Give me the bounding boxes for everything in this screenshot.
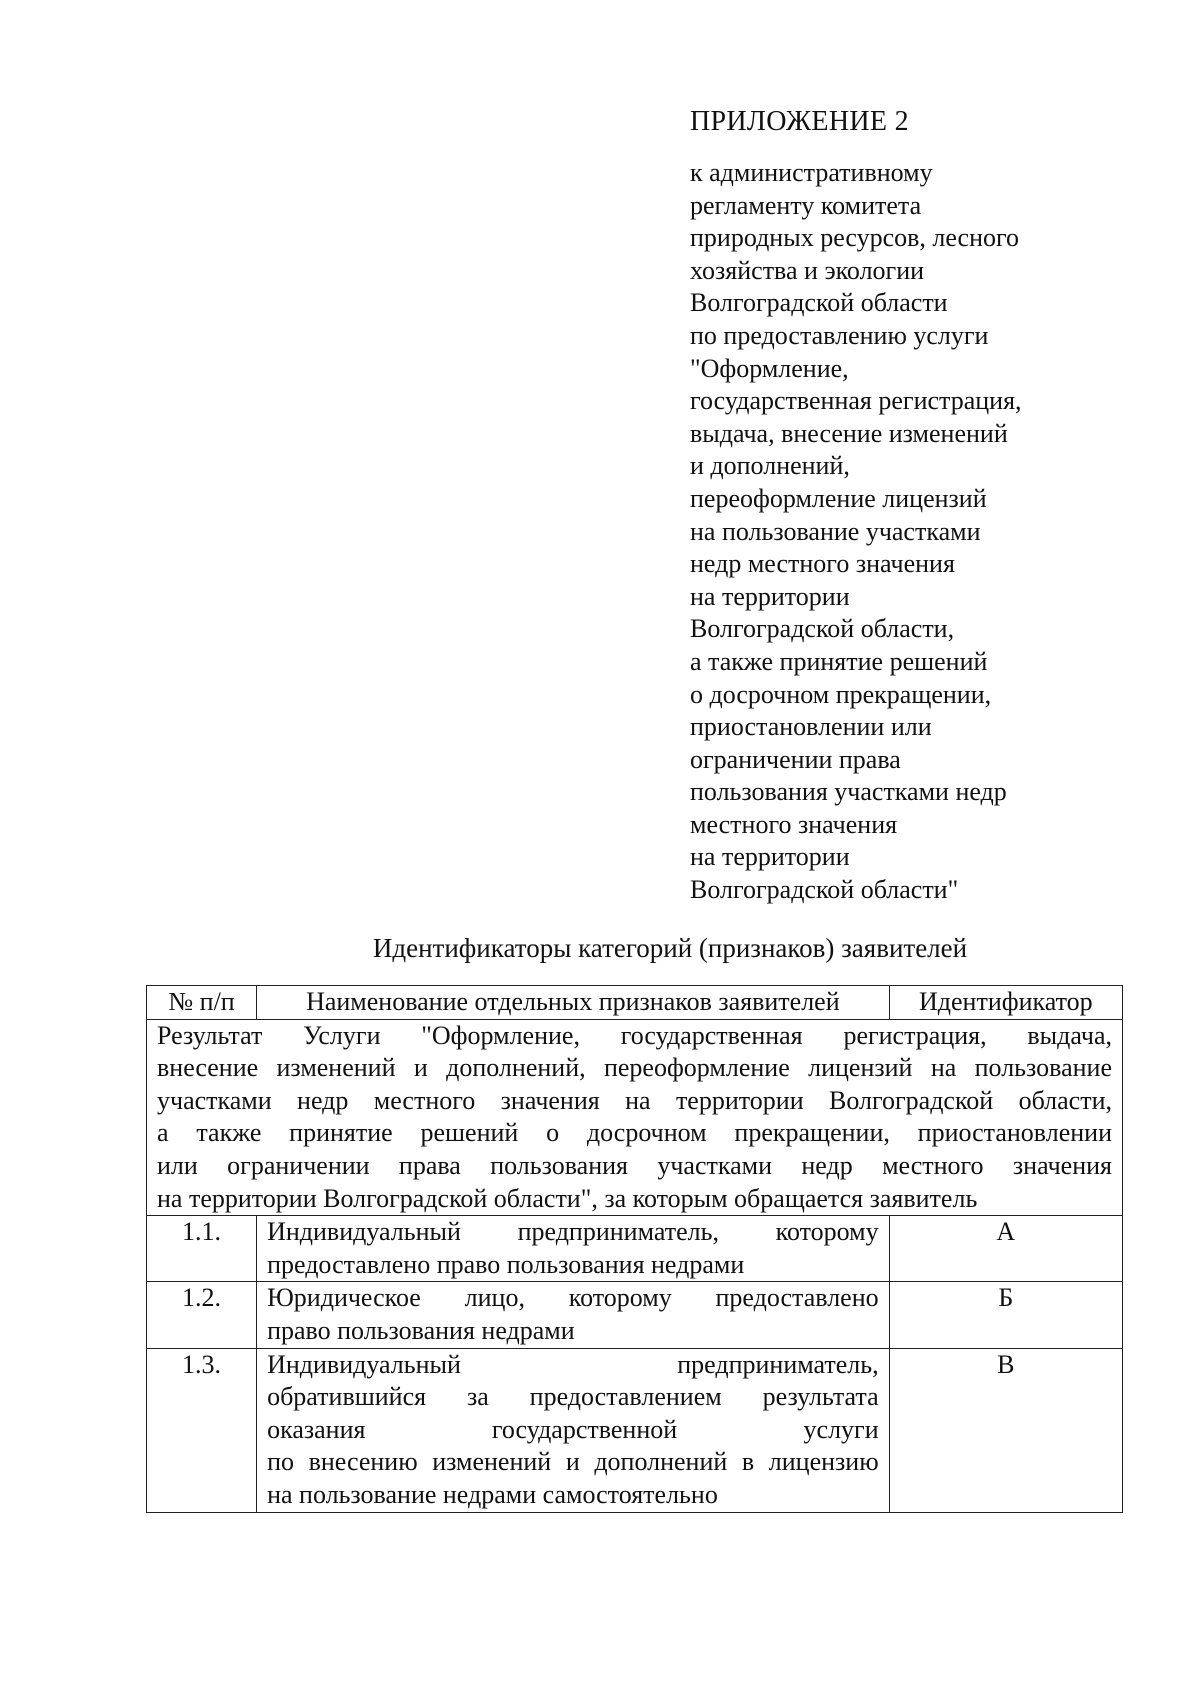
merged-line: участками недр местного значения на территории Волгоградской области, — [157, 1085, 1112, 1115]
service-result-cell — [147, 1019, 1123, 1216]
merged-line: Результат Услуги "Оформление, государственная регистрация, выдача, — [157, 1020, 1112, 1050]
merged-line: а также принятие решений о досрочном прекращении, приостановлении — [157, 1118, 1112, 1148]
table-row — [147, 1216, 1123, 1282]
appendix-line: на территории — [690, 581, 850, 611]
header-identifier: Идентификатор — [889, 986, 1122, 1020]
merged-row — [147, 1019, 1123, 1216]
appendix-line: пользования участками недр — [690, 777, 1007, 807]
document-title: Идентификаторы категорий (признаков) заявителей — [372, 933, 968, 963]
header-number: № п/п — [147, 986, 257, 1020]
appendix-line: местного значения — [690, 809, 898, 839]
merged-line: или ограничении права пользования участками недр местного значения — [157, 1150, 1112, 1180]
appendix-caption — [690, 157, 1170, 907]
appendix-line: на пользование участками — [690, 516, 981, 546]
appendix-line: и дополнений, — [690, 451, 850, 481]
appendix-line: выдача, внесение изменений — [690, 418, 1008, 448]
merged-line: внесение изменений и дополнений, переоформление лицензий на пользование — [157, 1053, 1112, 1083]
appendix-line: а также принятие решений — [690, 646, 988, 676]
row-name-line: по внесению изменений и дополнений в лицензию — [267, 1447, 879, 1477]
appendix-line: ограничении права — [690, 744, 901, 774]
appendix-line: природных ресурсов, лесного — [690, 223, 1020, 253]
row-name-line: оказания государственной услуги — [267, 1414, 879, 1444]
appendix-line: Волгоградской области — [690, 288, 948, 318]
appendix-line: о досрочном прекращении, — [690, 679, 992, 709]
table-row — [147, 1282, 1123, 1348]
row-name-line: Индивидуальный предприниматель, которому — [267, 1217, 879, 1247]
identifier-table — [146, 985, 1123, 1513]
row-name-line: предоставлено право пользования недрами — [267, 1249, 745, 1279]
merged-line: на территории Волгоградской области", за которым обращается заявитель — [157, 1183, 978, 1213]
appendix-line: на территории — [690, 842, 850, 872]
row-identifier: А — [889, 1216, 1122, 1282]
row-name-line: обратившийся за предоставлением результата — [267, 1382, 879, 1412]
row-name — [257, 1216, 890, 1282]
table-row — [147, 1348, 1123, 1512]
row-number: 1.1. — [147, 1216, 257, 1282]
row-name-line: право пользования недрами — [267, 1315, 575, 1345]
appendix-line: приостановлении или — [690, 712, 932, 742]
appendix-line: по предоставлению услуги — [690, 320, 989, 350]
appendix-line: Волгоградской области, — [690, 614, 955, 644]
appendix-line: переоформление лицензий — [690, 483, 987, 513]
header-name: Наименование отдельных признаков заявителей — [257, 986, 890, 1020]
appendix-line: государственная регистрация, — [690, 386, 1022, 416]
row-name — [257, 1282, 890, 1348]
appendix-heading: ПРИЛОЖЕНИЕ 2 — [690, 106, 909, 137]
row-name-line: на пользование недрами самостоятельно — [267, 1479, 718, 1509]
appendix-line: к административному — [690, 158, 933, 187]
row-name — [257, 1348, 890, 1512]
row-identifier: Б — [889, 1282, 1122, 1348]
appendix-line: "Оформление, — [690, 353, 849, 383]
row-number: 1.2. — [147, 1282, 257, 1348]
row-name-line: Юридическое лицо, которому предоставлено — [267, 1283, 879, 1313]
table-header-row — [147, 986, 1123, 1020]
appendix-line: регламенту комитета — [690, 190, 922, 220]
row-name-line: Индивидуальный предприниматель, — [267, 1349, 879, 1379]
row-identifier: В — [889, 1348, 1122, 1512]
row-number: 1.3. — [147, 1348, 257, 1512]
appendix-line: недр местного значения — [690, 549, 955, 579]
appendix-line: Волгоградской области" — [690, 875, 959, 905]
appendix-line: хозяйства и экологии — [690, 255, 925, 285]
